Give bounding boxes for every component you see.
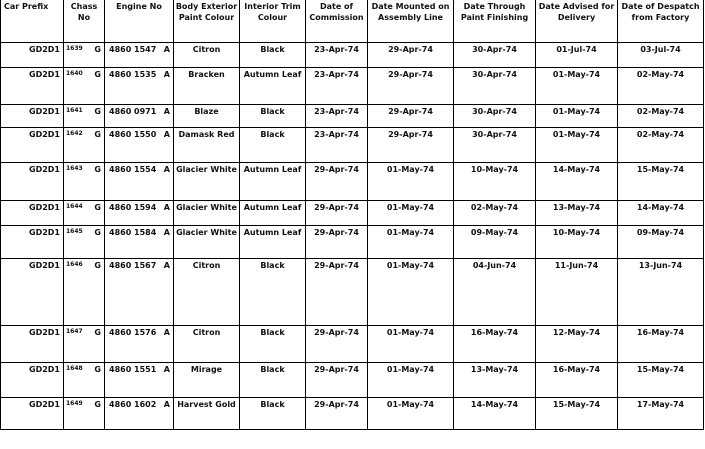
paint-cell: 30-Apr-74 [454,67,536,104]
engine-number: 4860 1584 [109,227,157,237]
chass-suffix: G [94,364,101,374]
chass-suffix: G [94,227,101,237]
header-paint: Date Through Paint Finishing [454,0,536,42]
delivery-cell: 11-Jun-74 [536,258,618,325]
commission-cell: 23-Apr-74 [306,127,368,162]
delivery-cell: 14-May-74 [536,162,618,200]
engine-number: 4860 1550 [109,129,157,139]
despatch-cell: 15-May-74 [618,162,704,200]
engine-number: 4860 1576 [109,327,157,337]
despatch-cell: 09-May-74 [618,225,704,258]
table-row [1,127,704,162]
delivery-cell: 01-Jul-74 [536,42,618,67]
commission-cell: 29-Apr-74 [306,258,368,325]
chass-suffix: G [94,69,101,79]
car-prefix-cell: GD2D1 [1,200,64,225]
trim-colour-cell: Autumn Leaf [240,67,306,104]
chass-number: 1640 [66,69,83,77]
trim-colour-cell: Black [240,42,306,67]
table-row [1,397,704,429]
car-prefix-cell: GD2D1 [1,325,64,362]
engine-cell [105,162,174,200]
assembly-cell: 01-May-74 [368,258,454,325]
body-colour-cell: Citron [174,42,240,67]
chass-cell [64,397,105,429]
assembly-cell: 01-May-74 [368,200,454,225]
delivery-cell: 15-May-74 [536,397,618,429]
commission-cell: 23-Apr-74 [306,67,368,104]
assembly-cell: 01-May-74 [368,362,454,397]
chass-cell [64,200,105,225]
assembly-cell: 29-Apr-74 [368,104,454,127]
car-prefix-cell: GD2D1 [1,67,64,104]
body-colour-cell: Bracken [174,67,240,104]
engine-cell [105,127,174,162]
header-despatch: Date of Despatch from Factory [618,0,704,42]
chass-number: 1647 [66,327,83,335]
assembly-cell: 01-May-74 [368,225,454,258]
chass-number: 1643 [66,164,83,172]
despatch-cell: 02-May-74 [618,67,704,104]
despatch-cell: 02-May-74 [618,127,704,162]
header-body-colour: Body Exterior Paint Colour [174,0,240,42]
header-trim-colour: Interior Trim Colour [240,0,306,42]
despatch-cell: 14-May-74 [618,200,704,225]
chass-cell [64,104,105,127]
commission-cell: 29-Apr-74 [306,162,368,200]
engine-cell [105,362,174,397]
delivery-cell: 13-May-74 [536,200,618,225]
engine-number: 4860 1602 [109,399,157,409]
chass-number: 1649 [66,399,83,407]
paint-cell: 13-May-74 [454,362,536,397]
engine-cell [105,42,174,67]
car-prefix-cell: GD2D1 [1,397,64,429]
chass-number: 1642 [66,129,83,137]
body-colour-cell: Citron [174,325,240,362]
chass-cell [64,162,105,200]
body-colour-cell: Citron [174,258,240,325]
delivery-cell: 01-May-74 [536,67,618,104]
trim-colour-cell: Autumn Leaf [240,162,306,200]
engine-number: 4860 1594 [109,202,157,212]
header-row [1,0,704,42]
paint-cell: 14-May-74 [454,397,536,429]
chass-cell [64,67,105,104]
engine-number: 4860 1567 [109,260,157,270]
engine-cell [105,397,174,429]
chass-suffix: G [94,164,101,174]
car-prefix-cell: GD2D1 [1,362,64,397]
table-row [1,42,704,67]
paint-cell: 16-May-74 [454,325,536,362]
engine-suffix: A [163,106,170,116]
engine-suffix: A [163,129,170,139]
delivery-cell: 12-May-74 [536,325,618,362]
engine-cell [105,104,174,127]
header-chass-no: Chass No [64,0,105,42]
chass-suffix: G [94,327,101,337]
engine-number: 4860 1547 [109,44,157,54]
commission-cell: 29-Apr-74 [306,200,368,225]
engine-cell [105,225,174,258]
body-colour-cell: Harvest Gold [174,397,240,429]
trim-colour-cell: Black [240,362,306,397]
delivery-cell: 01-May-74 [536,127,618,162]
car-prefix-cell: GD2D1 [1,42,64,67]
assembly-cell: 01-May-74 [368,397,454,429]
paint-cell: 30-Apr-74 [454,104,536,127]
engine-cell [105,258,174,325]
body-colour-cell: Damask Red [174,127,240,162]
despatch-cell: 17-May-74 [618,397,704,429]
assembly-cell: 29-Apr-74 [368,67,454,104]
trim-colour-cell: Black [240,325,306,362]
chass-number: 1646 [66,260,83,268]
engine-number: 4860 0971 [109,106,157,116]
engine-number: 4860 1535 [109,69,157,79]
header-car-prefix: Car Prefix [1,0,64,42]
body-colour-cell: Glacier White [174,225,240,258]
car-prefix-cell: GD2D1 [1,162,64,200]
chass-number: 1644 [66,202,83,210]
despatch-cell: 16-May-74 [618,325,704,362]
chass-number: 1645 [66,227,83,235]
table-row [1,325,704,362]
commission-cell: 29-Apr-74 [306,362,368,397]
trim-colour-cell: Black [240,104,306,127]
body-colour-cell: Glacier White [174,162,240,200]
trim-colour-cell: Autumn Leaf [240,200,306,225]
body-colour-cell: Glacier White [174,200,240,225]
engine-suffix: A [163,44,170,54]
engine-number: 4860 1551 [109,364,157,374]
paint-cell: 04-Jun-74 [454,258,536,325]
chass-suffix: G [94,44,101,54]
engine-suffix: A [163,69,170,79]
chass-suffix: G [94,129,101,139]
engine-number: 4860 1554 [109,164,157,174]
trim-colour-cell: Autumn Leaf [240,225,306,258]
chass-cell [64,362,105,397]
trim-colour-cell: Black [240,397,306,429]
car-prefix-cell: GD2D1 [1,225,64,258]
commission-cell: 23-Apr-74 [306,42,368,67]
table-row [1,362,704,397]
engine-cell [105,200,174,225]
car-prefix-cell: GD2D1 [1,258,64,325]
despatch-cell: 03-Jul-74 [618,42,704,67]
commission-cell: 29-Apr-74 [306,225,368,258]
assembly-cell: 29-Apr-74 [368,42,454,67]
table-row [1,67,704,104]
table-row [1,225,704,258]
car-prefix-cell: GD2D1 [1,104,64,127]
header-engine-no: Engine No [105,0,174,42]
engine-cell [105,67,174,104]
body-colour-cell: Blaze [174,104,240,127]
engine-suffix: A [163,327,170,337]
car-prefix-cell: GD2D1 [1,127,64,162]
commission-cell: 29-Apr-74 [306,397,368,429]
header-assembly: Date Mounted on Assembly Line [368,0,454,42]
despatch-cell: 15-May-74 [618,362,704,397]
chass-cell [64,127,105,162]
engine-suffix: A [163,260,170,270]
paint-cell: 30-Apr-74 [454,127,536,162]
paint-cell: 30-Apr-74 [454,42,536,67]
chass-suffix: G [94,202,101,212]
engine-suffix: A [163,202,170,212]
engine-suffix: A [163,227,170,237]
delivery-cell: 10-May-74 [536,225,618,258]
assembly-cell: 01-May-74 [368,325,454,362]
chass-cell [64,42,105,67]
table-row [1,258,704,325]
chass-cell [64,325,105,362]
header-delivery: Date Advised for Delivery [536,0,618,42]
paint-cell: 09-May-74 [454,225,536,258]
engine-suffix: A [163,364,170,374]
chass-suffix: G [94,399,101,409]
despatch-cell: 13-Jun-74 [618,258,704,325]
chass-cell [64,258,105,325]
delivery-cell: 16-May-74 [536,362,618,397]
delivery-cell: 01-May-74 [536,104,618,127]
despatch-cell: 02-May-74 [618,104,704,127]
chass-number: 1648 [66,364,83,372]
trim-colour-cell: Black [240,258,306,325]
engine-suffix: A [163,164,170,174]
chass-number: 1639 [66,44,83,52]
table-row [1,200,704,225]
commission-cell: 29-Apr-74 [306,325,368,362]
header-commission: Date of Commission [306,0,368,42]
assembly-cell: 01-May-74 [368,162,454,200]
assembly-cell: 29-Apr-74 [368,127,454,162]
chass-suffix: G [94,106,101,116]
chass-suffix: G [94,260,101,270]
chass-number: 1641 [66,106,83,114]
paint-cell: 10-May-74 [454,162,536,200]
body-colour-cell: Mirage [174,362,240,397]
chass-cell [64,225,105,258]
commission-cell: 23-Apr-74 [306,104,368,127]
table-row [1,162,704,200]
paint-cell: 02-May-74 [454,200,536,225]
engine-cell [105,325,174,362]
trim-colour-cell: Black [240,127,306,162]
engine-suffix: A [163,399,170,409]
table-row [1,104,704,127]
